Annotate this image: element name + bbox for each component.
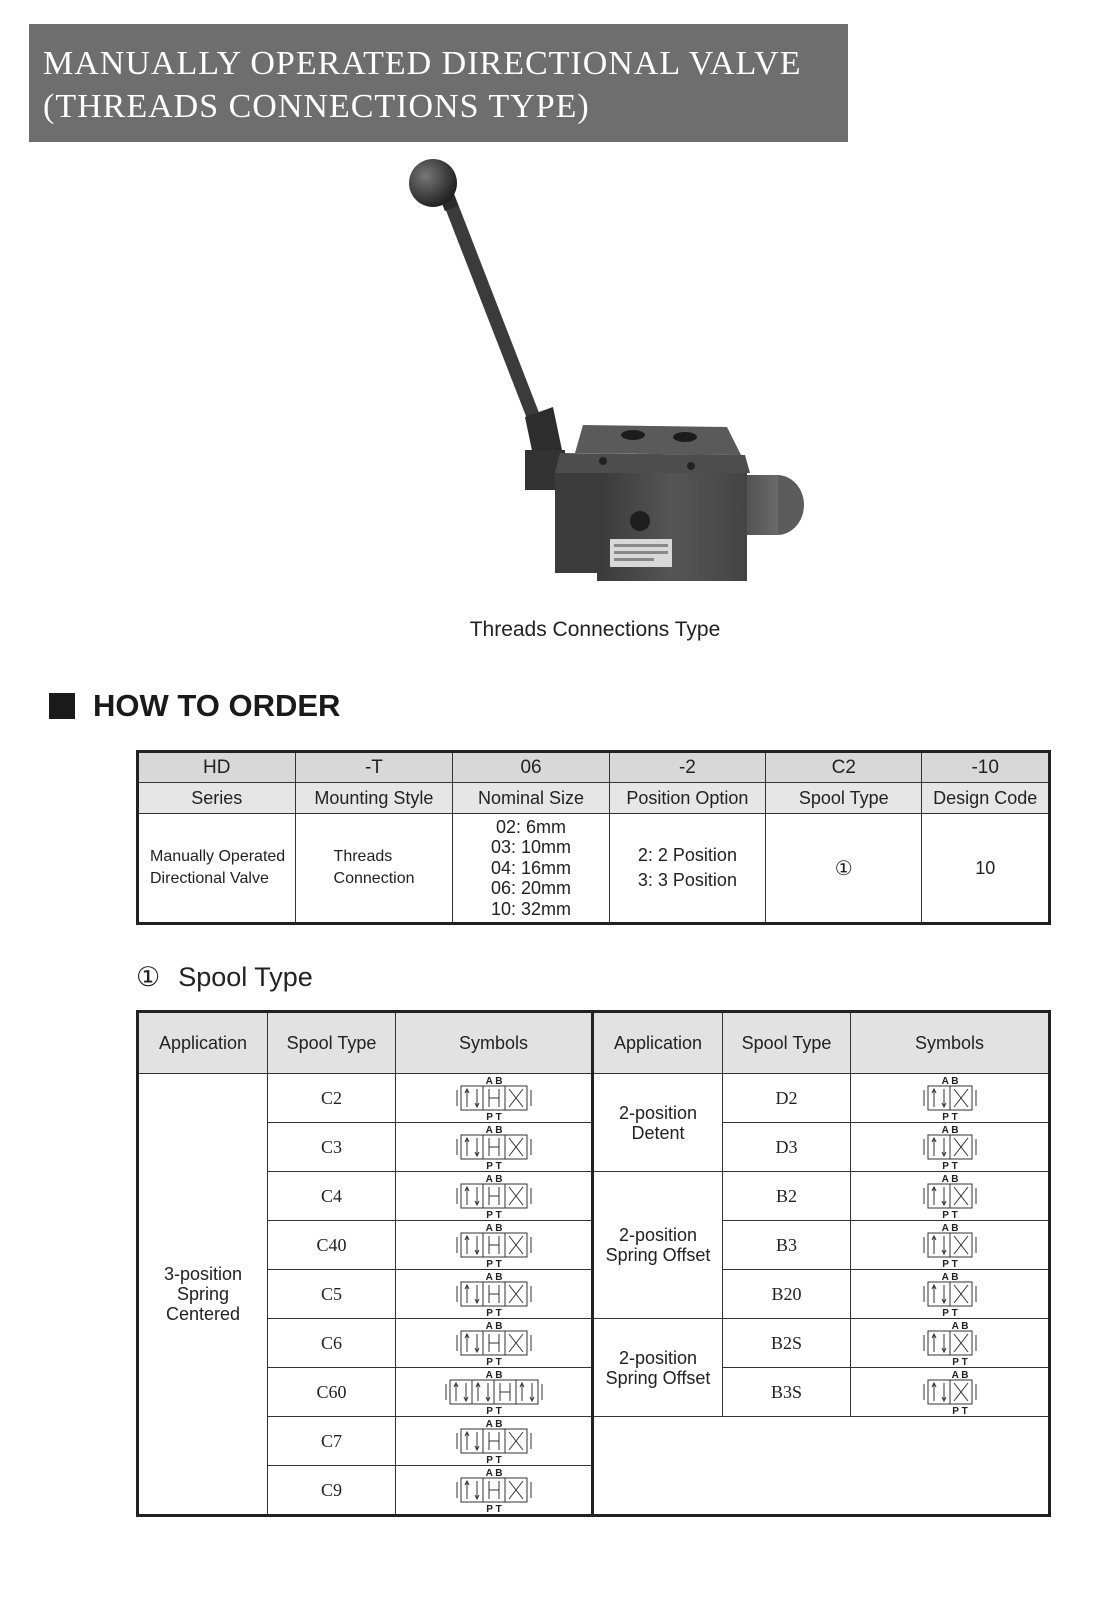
spool-code: C2 [268, 1074, 396, 1123]
svg-text:A B: A B [941, 1272, 958, 1283]
valve-symbol-icon [454, 1319, 534, 1367]
svg-text:A B: A B [485, 1125, 502, 1136]
symbol-cell [851, 1368, 1050, 1417]
valve-symbol-icon [434, 1368, 554, 1416]
application-line: Spring [176, 1284, 230, 1304]
application-line: Spring Offset [605, 1367, 711, 1388]
application-line: Spring Offset [605, 1245, 711, 1265]
svg-text:P T: P T [485, 1357, 502, 1367]
spool-code: B3S [723, 1368, 851, 1417]
spool-code: C60 [268, 1368, 396, 1417]
valve-symbol-icon [910, 1123, 990, 1171]
table-row [138, 1074, 1050, 1123]
symbol-cell [396, 1417, 593, 1466]
circled-one-icon: ① [136, 962, 161, 992]
header-symbols: Symbols [396, 1012, 593, 1074]
symbol-cell [396, 1074, 593, 1123]
application-detent [593, 1074, 723, 1172]
spool-code: B2S [723, 1319, 851, 1368]
symbol-cell [396, 1172, 593, 1221]
size-option: 03: 10mm [490, 837, 572, 858]
valve-symbol-icon [910, 1172, 990, 1220]
size-option: 02: 6mm [495, 816, 567, 837]
svg-text:P T: P T [941, 1210, 958, 1220]
symbol-cell [851, 1074, 1050, 1123]
symbol-cell [396, 1368, 593, 1417]
spool-type-table [136, 1010, 1051, 1517]
empty-area [593, 1417, 1050, 1516]
title-banner [29, 24, 848, 142]
header-mounting: Mounting Style [295, 783, 453, 814]
svg-text:P T: P T [941, 1308, 958, 1318]
header-design: Design Code [922, 783, 1050, 814]
spool-code: B20 [723, 1270, 851, 1319]
valve-symbol-icon [454, 1172, 534, 1220]
title-line-2: (THREADS CONNECTIONS TYPE) [43, 88, 590, 125]
svg-text:P T: P T [941, 1112, 958, 1122]
svg-text:P T: P T [485, 1455, 502, 1465]
symbol-cell [396, 1221, 593, 1270]
symbol-cell [851, 1123, 1050, 1172]
svg-text:A B: A B [485, 1468, 502, 1479]
svg-text:A B: A B [941, 1125, 958, 1136]
table-row [138, 1172, 1050, 1221]
spool-code: C7 [268, 1417, 396, 1466]
code-position: -2 [609, 752, 765, 783]
symbol-cell [851, 1221, 1050, 1270]
header-symbols: Symbols [851, 1012, 1050, 1074]
svg-text:P T: P T [485, 1210, 502, 1220]
spool-code: C4 [268, 1172, 396, 1221]
symbol-cell [851, 1270, 1050, 1319]
header-spool-type: Spool Type [723, 1012, 851, 1074]
valve-symbol-icon [910, 1074, 990, 1122]
valve-symbol-icon [910, 1319, 990, 1367]
symbol-cell [396, 1466, 593, 1516]
svg-text:A B: A B [485, 1223, 502, 1234]
valve-symbol-icon [454, 1221, 534, 1269]
application-line: Detent [631, 1122, 685, 1143]
header-size: Nominal Size [453, 783, 609, 814]
svg-text:A B: A B [941, 1076, 958, 1087]
code-design: -10 [922, 752, 1050, 783]
position-values [609, 814, 765, 924]
header-application: Application [593, 1012, 723, 1074]
svg-text:P T: P T [951, 1357, 968, 1367]
valve-symbol-icon [910, 1221, 990, 1269]
valve-symbol-icon [454, 1074, 534, 1122]
svg-text:P T: P T [485, 1161, 502, 1171]
valve-symbol-icon [454, 1123, 534, 1171]
svg-text:A B: A B [941, 1174, 958, 1185]
order-body-row [138, 814, 1050, 924]
header-spool-type: Spool Type [268, 1012, 396, 1074]
spool-code: D3 [723, 1123, 851, 1172]
manual-valve-photo [385, 155, 825, 595]
size-option: 06: 20mm [490, 878, 572, 899]
svg-text:P T: P T [485, 1112, 502, 1122]
symbol-cell [396, 1319, 593, 1368]
valve-symbol-icon [454, 1270, 534, 1318]
spool-code: B3 [723, 1221, 851, 1270]
mounting-line: Threads [333, 848, 393, 865]
header-position: Position Option [609, 783, 765, 814]
symbol-cell [851, 1172, 1050, 1221]
svg-text:P T: P T [941, 1259, 958, 1269]
svg-text:A B: A B [941, 1223, 958, 1234]
spool-code: D2 [723, 1074, 851, 1123]
code-series: HD [138, 752, 296, 783]
application-line: Centered [165, 1304, 241, 1324]
svg-text:A B: A B [485, 1076, 502, 1087]
svg-text:P T: P T [941, 1161, 958, 1171]
order-code-table [136, 750, 1051, 925]
application-line: 2-position [618, 1225, 698, 1245]
table-row [138, 1417, 1050, 1466]
spool-code: C5 [268, 1270, 396, 1319]
how-to-order-heading [49, 686, 340, 726]
spool-code: C6 [268, 1319, 396, 1368]
application-3pos-centered [138, 1074, 268, 1516]
valve-symbol-icon [910, 1270, 990, 1318]
series-line: Directional Valve [150, 870, 269, 887]
application-line: 2-position [618, 1347, 698, 1368]
symbol-cell [396, 1123, 593, 1172]
svg-text:A B: A B [485, 1272, 502, 1283]
valve-symbol-icon [454, 1417, 534, 1465]
mounting-line: Connection [333, 870, 415, 887]
svg-text:A B: A B [951, 1321, 968, 1332]
svg-text:P T: P T [485, 1308, 502, 1318]
position-option: 2: 2 Position [637, 845, 737, 865]
svg-text:A B: A B [485, 1321, 502, 1332]
symbol-cell [851, 1319, 1050, 1368]
square-bullet-icon [49, 693, 75, 719]
code-size: 06 [453, 752, 609, 783]
svg-text:A B: A B [485, 1419, 502, 1430]
size-option: 04: 16mm [490, 857, 572, 878]
series-value [138, 814, 296, 924]
svg-text:A B: A B [485, 1174, 502, 1185]
design-code-value: 10 [922, 814, 1050, 924]
title-line-1: MANUALLY OPERATED DIRECTIONAL VALVE [43, 45, 802, 82]
size-option: 10: 32mm [490, 898, 572, 919]
table-row [138, 1319, 1050, 1368]
position-option: 3: 3 Position [637, 870, 737, 890]
code-mounting: -T [295, 752, 453, 783]
spool-code: B2 [723, 1172, 851, 1221]
size-values [453, 814, 609, 924]
symbol-cell [396, 1270, 593, 1319]
svg-text:P T: P T [485, 1504, 502, 1514]
svg-text:P T: P T [951, 1406, 968, 1416]
photo-caption: Threads Connections Type [469, 618, 721, 641]
code-spool: C2 [766, 752, 922, 783]
spool-type-title: Spool Type [178, 962, 313, 992]
application-spring-offset-s [593, 1319, 723, 1417]
spool-type-heading [136, 962, 313, 993]
spool-header-row [138, 1012, 1050, 1074]
spool-code: C9 [268, 1466, 396, 1516]
header-application: Application [138, 1012, 268, 1074]
valve-symbol-icon [454, 1466, 534, 1514]
application-line: 2-position [618, 1102, 698, 1123]
order-code-row [138, 752, 1050, 783]
header-spool: Spool Type [766, 783, 922, 814]
order-header-row [138, 783, 1050, 814]
application-spring-offset [593, 1172, 723, 1319]
mounting-value [295, 814, 453, 924]
application-line: 3-position [163, 1264, 243, 1284]
spool-ref: ① [766, 814, 922, 924]
series-line: Manually Operated [150, 848, 286, 865]
svg-text:P T: P T [485, 1406, 502, 1416]
header-series: Series [138, 783, 296, 814]
svg-text:A B: A B [485, 1370, 502, 1381]
spool-code: C40 [268, 1221, 396, 1270]
valve-symbol-icon [910, 1368, 990, 1416]
how-to-order-title: HOW TO ORDER [93, 688, 341, 723]
svg-text:A B: A B [951, 1370, 968, 1381]
svg-text:P T: P T [485, 1259, 502, 1269]
spool-code: C3 [268, 1123, 396, 1172]
